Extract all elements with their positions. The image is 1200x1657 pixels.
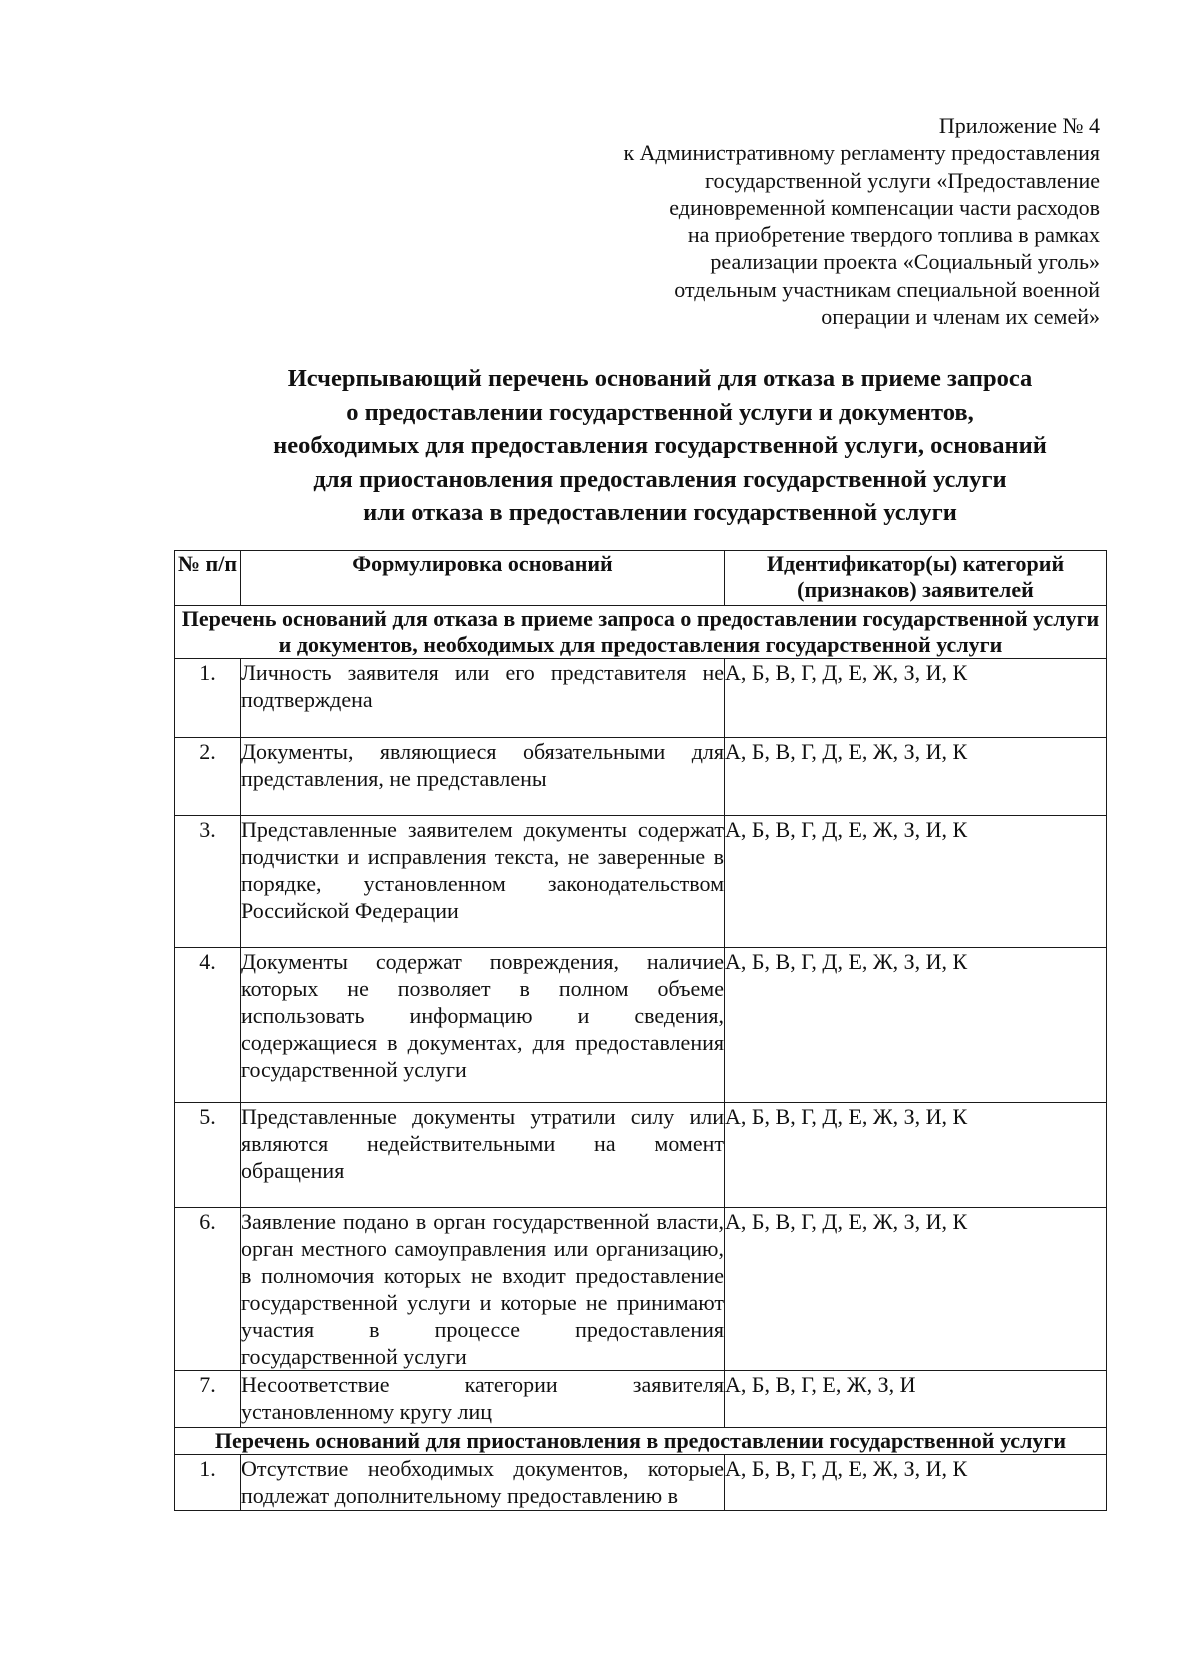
appendix-line: операции и членам их семей» (821, 304, 1100, 330)
appendix-block (540, 112, 1100, 330)
document-title (160, 362, 1160, 530)
table-row (175, 1103, 1107, 1208)
row-formulation: Отсутствие необходимых документов, которые подлежат дополнительному предоставлению в (241, 1455, 725, 1511)
row-identifiers: А, Б, В, Г, Д, Е, Ж, З, И, К (725, 738, 1107, 816)
row-number: 2. (175, 738, 241, 816)
title-line: или отказа в предоставлении государственной услуги (363, 499, 957, 526)
appendix-line: на приобретение твердого топлива в рамках (687, 222, 1100, 248)
table-row (175, 1455, 1107, 1511)
row-number: 4. (175, 948, 241, 1103)
appendix-line: Приложение № 4 (938, 113, 1100, 138)
table-row (175, 738, 1107, 816)
section-row (175, 1428, 1107, 1455)
title-line: Исчерпывающий перечень оснований для отказа в приеме запроса (287, 365, 1033, 392)
section-title: Перечень оснований для отказа в приеме запроса о предоставлении государственной услуги и документов, необходимых для предоставления государственной услуги (175, 606, 1107, 659)
title-line: о предоставлении государственной услуги и документов, (346, 398, 974, 426)
row-identifiers: А, Б, В, Г, Д, Е, Ж, З, И, К (725, 1208, 1107, 1371)
table-header-row (175, 551, 1107, 606)
table-row (175, 948, 1107, 1103)
row-identifiers: А, Б, В, Г, Д, Е, Ж, З, И, К (725, 1455, 1107, 1511)
table-row (175, 816, 1107, 948)
row-number: 1. (175, 659, 241, 738)
row-formulation: Представленные заявителем документы содержат подчистки и исправления текста, не заверенные в порядке, установленном законодательством Российской Федерации (241, 816, 725, 948)
header-identifiers: Идентификатор(ы) категорий (признаков) заявителей (725, 551, 1107, 606)
row-identifiers: А, Б, В, Г, Д, Е, Ж, З, И, К (725, 659, 1107, 738)
appendix-line: единовременной компенсации части расходов (669, 194, 1100, 220)
table-row (175, 659, 1107, 738)
appendix-line: реализации проекта «Социальный уголь» (710, 249, 1100, 275)
row-identifiers: А, Б, В, Г, Д, Е, Ж, З, И, К (725, 948, 1107, 1103)
section-row (175, 606, 1107, 659)
grounds-table (174, 550, 1107, 1511)
title-line: необходимых для предоставления государственной услуги, оснований (273, 432, 1047, 459)
row-formulation: Документы содержат повреждения, наличие которых не позволяет в полном объеме использовать информацию и сведения, содержащиеся в документах, для предоставления государственной услуги (241, 948, 725, 1103)
section-title: Перечень оснований для приостановления в предоставлении государственной услуги (175, 1428, 1107, 1455)
row-identifiers: А, Б, В, Г, Е, Ж, З, И (725, 1371, 1107, 1428)
row-number: 3. (175, 816, 241, 948)
row-number: 1. (175, 1455, 241, 1511)
table-row (175, 1371, 1107, 1428)
row-formulation: Документы, являющиеся обязательными для представления, не представлены (241, 738, 725, 816)
appendix-line: отдельным участникам специальной военной (674, 276, 1100, 302)
row-identifiers: А, Б, В, Г, Д, Е, Ж, З, И, К (725, 1103, 1107, 1208)
row-number: 7. (175, 1371, 241, 1428)
row-formulation: Несоответствие категории заявителя установленному кругу лиц (241, 1371, 725, 1428)
row-formulation: Личность заявителя или его представителя не подтверждена (241, 659, 725, 738)
table-row (175, 1208, 1107, 1371)
header-num: № п/п (175, 551, 241, 606)
row-formulation: Заявление подано в орган государственной власти, орган местного самоуправления или организацию, в полномочия которых не входит предоставление государственной услуги и которые не принимают участия в процессе предоставления государственной услуги (241, 1209, 724, 1369)
title-line: для приостановления предоставления государственной услуги (313, 465, 1007, 493)
row-number: 6. (175, 1208, 241, 1371)
appendix-line: государственной услуги «Предоставление (704, 167, 1100, 193)
row-number: 5. (175, 1103, 241, 1208)
appendix-line: к Административному регламенту предоставления (623, 140, 1100, 166)
header-formulation: Формулировка оснований (241, 551, 725, 606)
row-formulation: Представленные документы утратили силу или являются недействительными на момент обращения (241, 1103, 725, 1208)
row-identifiers: А, Б, В, Г, Д, Е, Ж, З, И, К (725, 816, 1107, 948)
